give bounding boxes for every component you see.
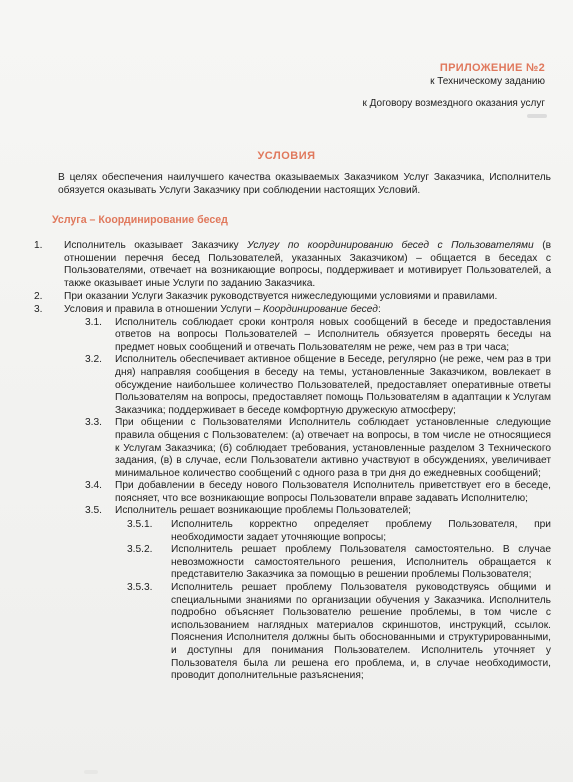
subitem-text: Исполнитель решает возникающие проблемы Пользователей;: [115, 505, 411, 517]
section-heading: Услуга – Координирование бесед: [52, 214, 228, 226]
item-text-italic: Координирование бесед: [262, 303, 378, 315]
subitem-text: Исполнитель обеспечивает активное общение в Беседе, регулярно (не реже, чем раз в три дня) направляя сообщения в беседу на темы, установленные Заказчиком, вовлекает в обсуждение наибольшее количество Пользователей, предоставляет оперативные ответы Пользователям на вопросы, предоставляет помощь Пользователям в адаптации к Услугам Заказчика; поддерживает в беседе комфортную дружескую атмосферу;: [115, 354, 551, 416]
item-text-part: Исполнитель оказывает Заказчику: [64, 240, 248, 251]
item-text-part: Условия и правила в отношении Услуги –: [64, 303, 263, 315]
item-text-part: :: [377, 303, 381, 315]
subitem-number: 3.3.: [85, 417, 102, 429]
subitem-number: 3.1.: [85, 316, 102, 328]
subitem-number: 3.2.: [85, 354, 102, 366]
subitem-number: 3.4.: [85, 480, 102, 492]
item-number: 1.: [34, 240, 43, 251]
appendix-title: ПРИЛОЖЕНИЕ №2: [439, 62, 545, 74]
subsubitem-text: Исполнитель решает проблему Пользователя руководствуясь общими и специальными знаниями по организации обучения у Заказчика. Исполнитель подробно объясняет Пользователю решение проблемы, в том числе с использованием наглядных материалов скриншотов, инструкций, ссылок. Пояснения Исполнителя должны быть обоснованными и структурированными, и доступны для понимания Пользователем. Исполнитель уточняет у Пользователя была ли решена его проблема, и, в случае необходимости, проводит дополнительные разъяснения;: [171, 582, 551, 682]
subitem: [85, 354, 551, 417]
appendix-subtitle-contract: к Договору возмездного оказания услуг: [362, 98, 545, 109]
subitem: [85, 480, 551, 505]
subsubitem-text: Исполнитель решает проблему Пользователя самостоятельно. В случае невозможности самостоятельного решения, Исполнитель обращается к представителю Заказчика за помощью в решении проблемы Пользователя;: [171, 544, 551, 581]
item-text-part: (в отношении перечня бесед Пользователей, указанных Заказчиком) – общается в беседах с Пользователями, отвечает на возникающие вопросы, поддерживает и мотивирует Пользователей, а также оказывает иные Услуги по заданию Заказчика.: [64, 240, 552, 289]
intro-paragraph: В целях обеспечения наилучшего качества оказываемых Заказчиком Услуг Заказчика, Исполнитель обязуется оказывать Услуги Заказчику при соблюдении настоящих Условий.: [58, 172, 551, 196]
appendix-subtitle-spec: к Техническому заданию: [430, 76, 545, 87]
conditions-heading: УСЛОВИЯ: [257, 150, 316, 162]
document-body: [30, 240, 551, 683]
item-text-italic: Услугу по координированию бесед с Пользователями: [247, 240, 534, 251]
list-item: [30, 240, 551, 290]
subsubitem-number: 3.5.3.: [127, 582, 153, 594]
list-item: [30, 291, 551, 304]
item-text: [64, 304, 551, 317]
subsubitem-text: Исполнитель корректно определяет проблему Пользователя, при необходимости задает уточняющие вопросы;: [171, 519, 551, 543]
subitem: [85, 317, 551, 355]
redacted-mark: [527, 114, 547, 118]
item-text: При оказании Услуги Заказчик руководствуется нижеследующими условиями и правилами.: [64, 291, 498, 303]
subsubitem: [127, 544, 551, 582]
subitem-text: При добавлении в беседу нового Пользователя Исполнитель приветствует его в беседе, поясняет, что все возникающие вопросы Пользователи вправе задавать Исполнителю;: [115, 480, 551, 504]
item-text: [64, 240, 551, 290]
subsubitem-number: 3.5.1.: [127, 519, 153, 531]
subitem-number: 3.5.: [85, 505, 102, 517]
subsubitem: [127, 582, 551, 683]
item-number: 3.: [34, 303, 43, 315]
item-number: 2.: [34, 291, 43, 303]
scan-smudge: [84, 770, 98, 774]
subitem: [85, 417, 551, 480]
list-item: [30, 304, 551, 317]
subitem-text: Исполнитель соблюдает сроки контроля новых сообщений в беседе и предоставления ответов на вопросы Пользователей – Исполнитель обязуется проверять беседы на предмет новых сообщений и отвечать Пользователям не реже, чем раз в три часа;: [115, 316, 551, 353]
subitem-text: При общении с Пользователями Исполнитель соблюдает установленные следующие правила общения с Пользователем: (а) отвечает на вопросы, в том числе не относящиеся к Услугам Заказчика; (б) соблюдает требования, установленные разделом 3 Технического задания, (в) в случае, если Пользователи активно участвуют в обсуждениях, увеличивает минимальное количество сообщений с одного раза в три дня до ежедневных сообщений;: [115, 417, 551, 479]
subsubitem-number: 3.5.2.: [127, 544, 153, 556]
subsubitem: [127, 519, 551, 544]
subitem: [85, 505, 551, 518]
